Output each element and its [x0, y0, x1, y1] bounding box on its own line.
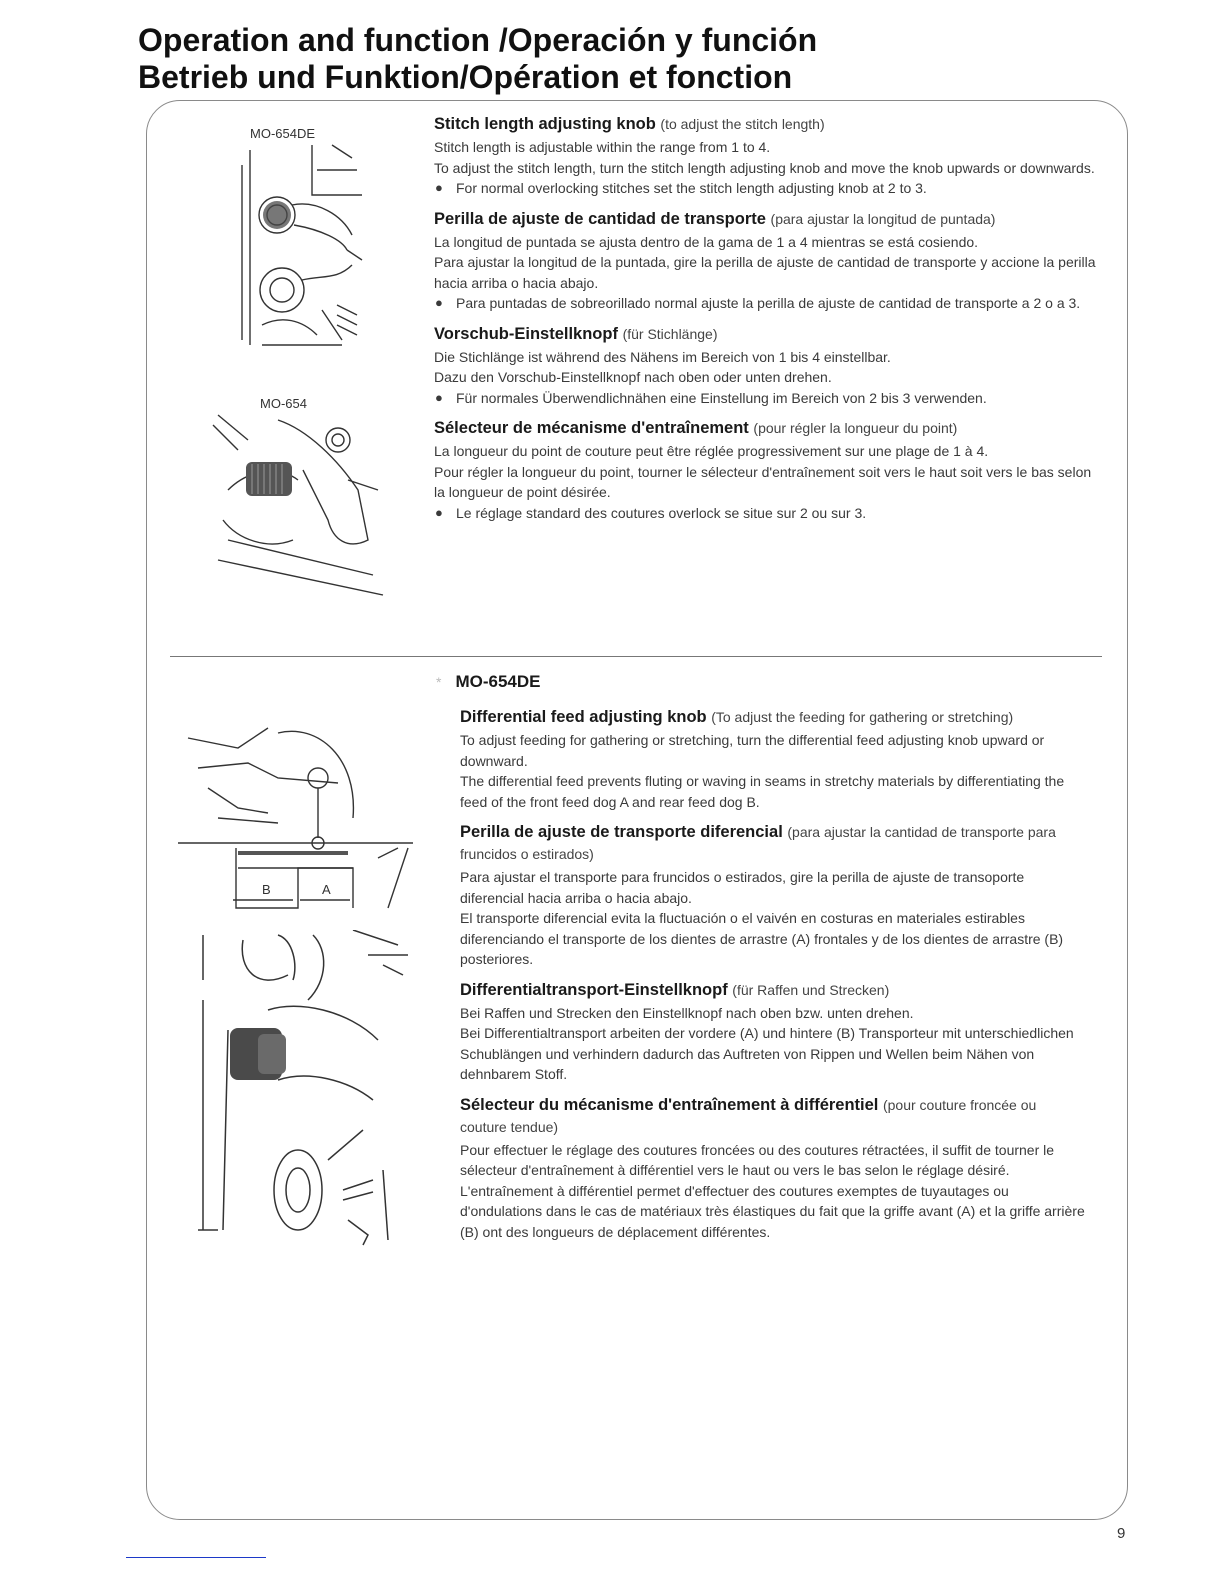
bullet-icon: ● — [435, 180, 443, 195]
section2-fr-para-2: L'entraînement à différentiel permet d'effectuer des coutures exemptes de tuyautages ou d'ondulations dans le cas de matériaux très élastiques du fait que la griffe avant (A) et la griffe arrière (B) ont des longueurs de déplacement différentes. — [460, 1182, 1085, 1240]
page-number: 9 — [1117, 1525, 1126, 1542]
section1-es-para-2: Para ajustar la longitud de la puntada, gire la perilla de ajuste de cantidad de transporte y accione la perilla hacia arriba o hacia abajo. — [434, 254, 1096, 291]
footer-rule — [126, 1557, 266, 1558]
section1-es-bullet-text: Para puntadas de sobreorillado normal ajuste la perilla de ajuste de cantidad de transporte a 2 o a 3. — [456, 295, 1081, 311]
section2-de-para-1: Bei Raffen und Strecken den Einstellknopf nach oben bzw. unten drehen. — [460, 1004, 914, 1021]
section2-de-para-2: Bei Differentialtransport arbeiten der vordere (A) und hintere (B) Transporteur mit unterschiedlichen Schublängen und verhindern dadurch das Auftreten von Rippen und Wellen beim Nähen von dehnbarem Stoff. — [460, 1025, 1074, 1082]
section1-de-note: (für Stichlänge) — [622, 325, 718, 342]
section1-en-note: (to adjust the stitch length) — [660, 116, 825, 132]
differential-knob-illustration — [198, 930, 418, 1250]
section2-en-note: (To adjust the feeding for gathering or stretching) — [711, 709, 1014, 725]
section1-de-bullet — [434, 388, 1102, 409]
section1-es-para-1: La longitud de puntada se ajusta dentro de la gama de 1 a 4 mientras se está cosiendo. — [434, 233, 979, 250]
section1-fr-bullet-text: Le réglage standard des coutures overlock se situe sur 2 ou sur 3. — [456, 504, 867, 521]
section1-en-para-1: Stitch length is adjustable within the range from 1 to 4. — [434, 139, 771, 155]
section1-fr-para-1: La longueur du point de couture peut être réglée progressivement sur une plage de 1 à 4. — [434, 443, 989, 459]
section2-german — [460, 979, 1086, 1085]
section2-es-note: (para ajustar la cantidad de transporte para fruncidos o estirados) — [460, 824, 1056, 862]
model-header — [436, 672, 540, 692]
mo654-knob-illustration — [208, 410, 388, 600]
section2-es-title: Perilla de ajuste de transporte diferencial — [460, 823, 783, 841]
title-line-2: Betrieb und Funktion/Opération et fonction — [138, 59, 793, 95]
stitch-length-section — [434, 113, 1102, 532]
section1-de-para-2: Dazu den Vorschub-Einstellknopf nach oben oder unten drehen. — [434, 369, 832, 385]
title-line-1: Operation and function /Operación y función — [138, 22, 818, 58]
section1-german — [434, 323, 1102, 409]
section1-spanish — [434, 208, 1102, 314]
section1-en-bullet-text: For normal overlocking stitches set the stitch length adjusting knob at 2 to 3. — [456, 180, 927, 196]
section1-fr-note: (pour régler la longueur du point) — [753, 420, 958, 436]
figure-2-label: MO-654 — [260, 396, 307, 411]
figure-1-label: MO-654DE — [250, 126, 316, 141]
section2-fr-note: (pour couture froncée ou couture tendue) — [460, 1096, 1037, 1135]
section2-english — [460, 706, 1086, 812]
page-title — [138, 22, 817, 96]
section2-spanish — [460, 821, 1086, 970]
section2-de-note: (für Raffen und Strecken) — [732, 981, 890, 998]
section2-es-para-1: Para ajustar el transporte para fruncidos o estirados, gire la perilla de ajuste de transoporte diferencial hacia arriba o hacia abajo. — [460, 869, 1025, 906]
section1-fr-bullet — [434, 503, 1102, 524]
asterisk-mark: * — [436, 674, 442, 690]
section1-de-title: Vorschub-Einstellknopf — [434, 324, 618, 343]
section1-english — [434, 113, 1102, 199]
section1-de-bullet-text: Für normales Überwendlichnähen eine Einstellung im Bereich von 2 bis 3 verwenden. — [456, 389, 987, 406]
section2-es-para-2: El transporte diferencial evita la fluctuación o el vaivén en costuras en materiales estirables diferenciando el transporte de los dientes de arrastre (A) frontales y de los dientes de arrastre (B) posteriores. — [460, 910, 1064, 967]
bullet-icon: ● — [435, 295, 443, 310]
model-name: MO-654DE — [455, 672, 541, 691]
section2-en-para-1: To adjust feeding for gathering or stretching, turn the differential feed adjusting knob upward or downward. — [460, 732, 1045, 769]
section2-french — [460, 1094, 1086, 1243]
section1-en-title: Stitch length adjusting knob — [434, 115, 656, 133]
section2-fr-para-1: Pour effectuer le réglage des coutures froncées ou des coutures rétractées, il suffit de tourner le sélecteur d'entraînement à différentiel vers le haut ou vers le bas selon le réglage désiré. — [460, 1141, 1055, 1178]
bullet-icon: ● — [435, 389, 443, 405]
bullet-icon: ● — [435, 504, 443, 520]
section2-en-para-2: The differential feed prevents fluting or waving in seams in stretchy materials by differentiating the feed of the front feed dog A and rear feed dog B. — [460, 773, 1065, 810]
differential-feed-section — [460, 706, 1086, 1251]
section2-en-title: Differential feed adjusting knob — [460, 708, 707, 726]
section1-french — [434, 417, 1102, 523]
feed-dog-b-label: B — [262, 882, 271, 897]
section-divider — [170, 656, 1102, 657]
section1-es-note: (para ajustar la longitud de puntada) — [770, 210, 996, 227]
section1-es-bullet — [434, 293, 1102, 314]
section1-en-bullet — [434, 178, 1102, 199]
section1-de-para-1: Die Stichlänge ist während des Nähens im Bereich von 1 bis 4 einstellbar. — [434, 348, 891, 365]
section2-fr-title: Sélecteur du mécanisme d'entraînement à différentiel — [460, 1095, 879, 1114]
stitch-length-knob-illustration — [222, 140, 382, 360]
section1-fr-para-2: Pour régler la longueur du point, tourner le sélecteur d'entraînement soit vers le haut soit vers le bas selon la longueur de point désirée. — [434, 463, 1092, 500]
section2-de-title: Differentialtransport-Einstellknopf — [460, 980, 728, 999]
feed-dog-a-label: A — [322, 882, 331, 897]
section1-en-para-2: To adjust the stitch length, turn the stitch length adjusting knob and move the knob upwards or downwards. — [434, 159, 1095, 176]
section1-es-title: Perilla de ajuste de cantidad de transporte — [434, 209, 766, 228]
section1-fr-title: Sélecteur de mécanisme d'entraînement — [434, 419, 749, 437]
feed-dog-illustration — [178, 718, 428, 918]
